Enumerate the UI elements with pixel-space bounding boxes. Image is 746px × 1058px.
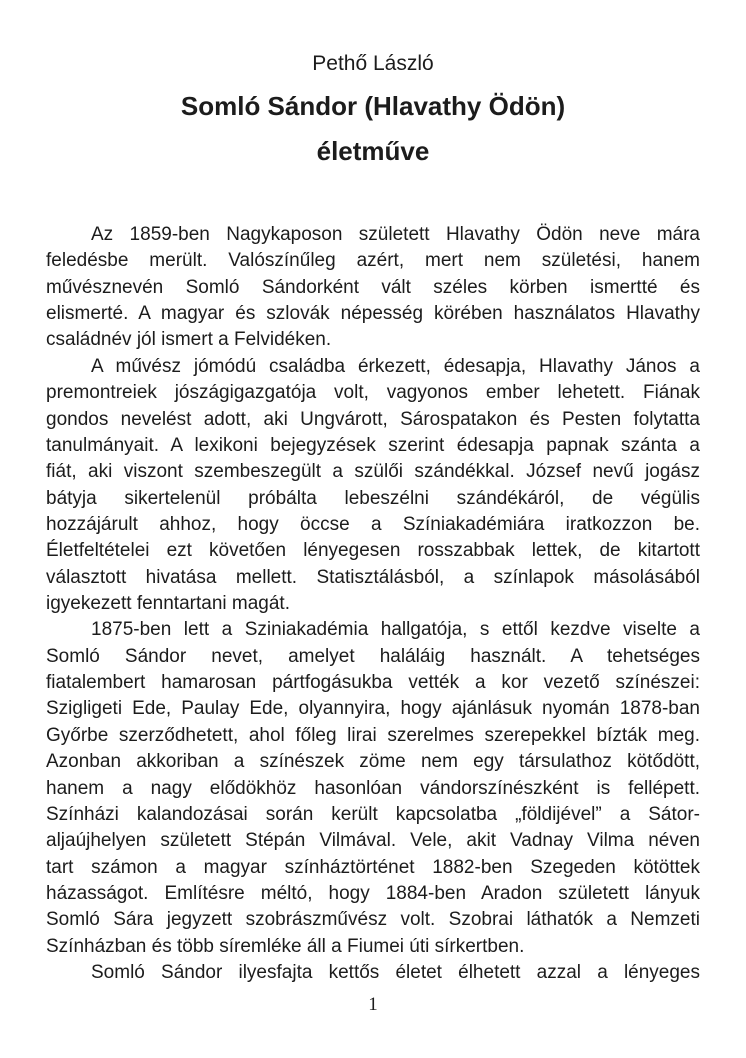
text-line: igyekezett fenntartani magát. <box>46 593 290 615</box>
text-line: Somló Sándor nevet, amelyet haláláig használt. A tehetséges <box>46 645 700 667</box>
text-line: Színházban és több síremléke áll a Fiumei úti sírkertben. <box>46 935 525 957</box>
text-line: elismerté. A magyar és szlovák népesség körében használatos Hlavathy <box>46 303 700 325</box>
paragraph <box>46 617 700 960</box>
text-line: bátyja sikertelenül próbálta lebeszélni szándékáról, de végülis <box>46 487 700 509</box>
text-line: gondos nevelést adott, aki Ungvárott, Sárospatakon és Pesten folytatta <box>46 408 700 430</box>
text-line: Szigligeti Ede, Paulay Ede, olyannyira, hogy ajánlásuk nyomán 1878-ban <box>46 698 700 720</box>
page-number: 1 <box>368 994 378 1015</box>
document-subtitle: életműve <box>316 136 430 166</box>
document-body <box>46 222 700 986</box>
text-line: Azonban akkoriban a színészek zöme nem egy társulathoz kötődött, <box>46 751 700 773</box>
paragraph <box>46 354 700 618</box>
text-line: hozzájárult ahhoz, hogy öccse a Színiakadémiára iratkozzon be. <box>46 513 700 535</box>
author-name: Pethő László <box>312 52 434 75</box>
text-line: fiát, aki viszont szembeszegült a szülői szándékkal. József nevű jogász <box>46 461 700 483</box>
paragraph <box>46 222 700 354</box>
text-line: tart számon a magyar színháztörténet 1882-ben Szegeden kötöttek <box>46 856 700 878</box>
text-line: aljaújhelyen született Stépán Vilmával. Vele, akit Vadnay Vilma néven <box>46 830 700 852</box>
text-line: Színházi kalandozásai során került kapcsolatba „földijével” a Sátor- <box>46 803 700 825</box>
text-line: feledésbe merült. Valószínűleg azért, mert nem születési, hanem <box>46 250 700 272</box>
text-line: Életfeltételei ezt követően lényegesen rosszabbak lettek, de kitartott <box>46 540 700 562</box>
text-line: választott hivatása mellett. Statisztálásból, a színlapok másolásából <box>46 566 700 588</box>
text-line: családnév jól ismert a Felvidéken. <box>46 329 332 351</box>
text-line: A művész jómódú családba érkezett, édesapja, Hlavathy János a <box>91 355 700 377</box>
text-line: tanulmányait. A lexikoni bejegyzések szerint édesapja papnak szánta a <box>46 434 700 456</box>
text-line: művésznevén Somló Sándorként vált széles körben ismertté és <box>46 276 700 298</box>
text-line: házasságot. Említésre méltó, hogy 1884-ben Aradon született lányuk <box>46 882 700 904</box>
text-line: fiatalembert hamarosan pártfogásukba vették a kor vezető színészei: <box>46 672 700 694</box>
text-line: premontreiek jószágigazgatója volt, vagyonos ember lehetett. Fiának <box>46 382 700 404</box>
text-line: hanem a nagy elődökhöz hasonlóan vándorszínészként is fellépett. <box>46 777 700 799</box>
paragraph <box>46 960 700 986</box>
text-line: Győrbe szerződhetett, ahol főleg lirai szerelmes szerepekkel bízták meg. <box>46 724 700 746</box>
text-line: Az 1859-ben Nagykaposon született Hlavathy Ödön neve mára <box>91 224 700 245</box>
text-line: Somló Sándor ilyesfajta kettős életet élhetett azzal a lényeges <box>91 962 700 984</box>
text-line: 1875-ben lett a Sziniakadémia hallgatója, s ettől kezdve viselte a <box>91 619 700 641</box>
document-title: Somló Sándor (Hlavathy Ödön) <box>180 91 566 121</box>
text-line: Somló Sára jegyzett szobrászművész volt. Szobrai láthatók a Nemzeti <box>46 909 700 931</box>
